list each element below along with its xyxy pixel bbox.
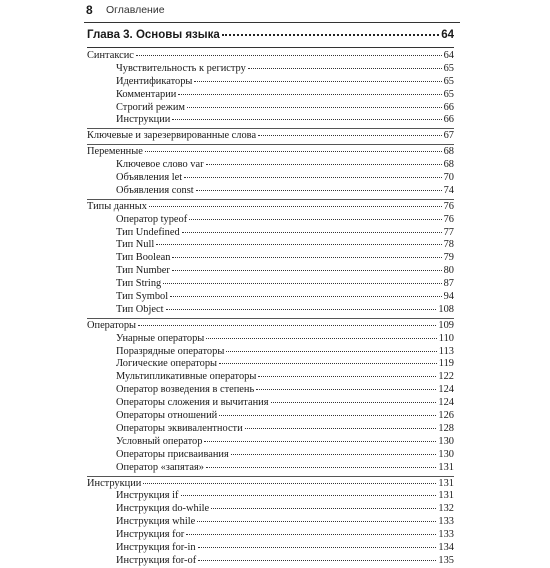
table-of-contents <box>87 29 454 568</box>
entry-page: 65 <box>443 88 454 100</box>
entry-title: Тип Symbol <box>116 291 169 303</box>
leader-dots <box>172 270 442 271</box>
toc-subsection <box>87 346 454 359</box>
entry-page: 67 <box>443 130 454 142</box>
leader-dots <box>206 164 442 165</box>
entry-title: Строгий режим <box>116 101 185 113</box>
entry-title: Тип String <box>116 278 162 290</box>
entry-page: 122 <box>438 371 454 383</box>
section-separator <box>87 199 454 200</box>
toc-section <box>87 320 454 333</box>
toc-subsection <box>87 278 454 291</box>
entry-title: Синтаксис <box>87 50 134 61</box>
chapter-heading <box>87 29 454 48</box>
entry-page: 80 <box>443 265 454 277</box>
leader-dots <box>143 483 436 484</box>
toc-subsection <box>87 333 454 346</box>
leader-dots <box>194 81 441 82</box>
entry-page: 74 <box>443 184 454 196</box>
entry-title: Инструкции <box>116 114 171 126</box>
entry-title: Операторы отношений <box>116 410 218 422</box>
entry-title: Идентификаторы <box>116 75 193 87</box>
running-title: Оглавление <box>106 4 165 16</box>
entry-page: 66 <box>443 101 454 113</box>
leader-dots <box>184 177 441 178</box>
leader-dots <box>136 55 442 56</box>
entry-page: 66 <box>443 114 454 126</box>
toc-subsection <box>87 436 454 449</box>
chapter-page: 64 <box>441 29 454 41</box>
leader-dots <box>172 119 441 120</box>
toc-subsection <box>87 371 454 384</box>
toc-subsection <box>87 227 454 240</box>
toc-subsection <box>87 462 454 475</box>
toc-section <box>87 146 454 159</box>
toc-subsection <box>87 555 454 568</box>
toc-subsection <box>87 291 454 304</box>
toc-section <box>87 130 454 143</box>
toc-section <box>87 201 454 214</box>
toc-subsection <box>87 358 454 371</box>
toc-subsection <box>87 185 454 198</box>
section-separator <box>87 144 454 145</box>
entry-page: 133 <box>438 529 454 541</box>
entry-page: 87 <box>443 278 454 290</box>
toc-subsection <box>87 397 454 410</box>
section-separator <box>87 476 454 477</box>
toc-subsection <box>87 542 454 555</box>
leader-dots <box>231 454 437 455</box>
entry-title: Инструкция while <box>116 516 196 528</box>
toc-subsection <box>87 423 454 436</box>
toc-subsection <box>87 63 454 76</box>
leader-dots <box>181 495 437 496</box>
toc-subsection <box>87 252 454 265</box>
entry-page: 79 <box>443 252 454 264</box>
entry-title: Оператор typeof <box>116 213 188 225</box>
entry-title: Поразрядные операторы <box>116 345 225 357</box>
entry-page: 76 <box>443 213 454 225</box>
entry-title: Инструкция for-in <box>116 541 196 553</box>
leader-dots <box>145 151 442 152</box>
toc-subsection <box>87 214 454 227</box>
entry-title: Тип Null <box>116 239 155 251</box>
entry-title: Операторы сложения и вычитания <box>116 397 269 409</box>
entry-title: Унарные операторы <box>116 332 205 344</box>
toc-subsection <box>87 265 454 278</box>
leader-dots <box>219 363 437 364</box>
entry-page: 135 <box>438 554 454 566</box>
entry-title: Условный оператор <box>116 435 203 447</box>
leader-dots <box>197 521 436 522</box>
toc-subsection <box>87 410 454 423</box>
entry-title: Объявления let <box>116 172 183 184</box>
entry-page: 124 <box>438 384 454 396</box>
toc-section <box>87 50 454 63</box>
leader-dots <box>271 402 437 403</box>
entry-title: Тип Number <box>116 265 170 277</box>
leader-dots <box>186 534 436 535</box>
entry-title: Оператор возведения в степень <box>116 384 255 396</box>
leader-dots <box>149 206 442 207</box>
entry-page: 124 <box>438 397 454 409</box>
leader-dots <box>166 309 437 310</box>
entry-title: Инструкции <box>87 477 142 489</box>
leader-dots <box>189 219 441 220</box>
entry-title: Тип Undefined <box>116 226 180 238</box>
entry-title: Инструкция for <box>116 529 185 541</box>
leader-dots <box>163 283 441 284</box>
leader-dots <box>196 190 442 191</box>
entry-page: 126 <box>438 410 454 422</box>
entry-page: 131 <box>438 477 454 489</box>
toc-section <box>87 478 454 491</box>
entry-title: Переменные <box>87 146 143 158</box>
leader-dots <box>258 376 436 377</box>
entry-page: 113 <box>438 345 454 357</box>
toc-subsection <box>87 159 454 172</box>
entry-page: 131 <box>438 461 454 473</box>
leader-dots <box>256 389 436 390</box>
section-separator <box>87 128 454 129</box>
entry-page: 65 <box>443 75 454 87</box>
entry-title: Типы данных <box>87 200 147 212</box>
toc-subsection <box>87 516 454 529</box>
entry-page: 130 <box>438 435 454 447</box>
entry-page: 68 <box>443 146 454 158</box>
entry-page: 130 <box>438 448 454 460</box>
entry-page: 128 <box>438 422 454 434</box>
toc-subsection <box>87 490 454 503</box>
leader-dots <box>178 94 441 95</box>
entry-title: Оператор «запятая» <box>116 461 204 473</box>
entry-page: 76 <box>443 200 454 212</box>
entry-title: Операторы присваивания <box>116 448 229 460</box>
leader-dots <box>187 107 442 108</box>
entry-page: 133 <box>438 516 454 528</box>
toc-subsection <box>87 102 454 115</box>
entry-page: 78 <box>443 239 454 251</box>
entry-title: Тип Object <box>116 303 164 315</box>
toc-subsection <box>87 449 454 462</box>
entry-title: Объявления const <box>116 184 194 196</box>
leader-dots <box>198 560 436 561</box>
leader-dots <box>170 296 441 297</box>
toc-subsection <box>87 76 454 89</box>
toc-subsection <box>87 503 454 516</box>
toc-subsection <box>87 89 454 102</box>
entry-page: 77 <box>443 226 454 238</box>
entry-title: Инструкция for-of <box>116 554 197 566</box>
entry-title: Мультипликативные операторы <box>116 371 257 383</box>
toc-subsection <box>87 239 454 252</box>
leader-dots <box>206 467 436 468</box>
entry-page: 70 <box>443 172 454 184</box>
leader-dots <box>182 232 442 233</box>
entry-page: 132 <box>438 503 454 515</box>
leader-dots <box>204 441 436 442</box>
leader-dots <box>219 415 436 416</box>
entry-title: Операторы эквивалентности <box>116 422 243 434</box>
leader-dots <box>156 244 441 245</box>
entry-title: Ключевое слово var <box>116 159 204 171</box>
entry-title: Комментарии <box>116 88 177 100</box>
entry-page: 108 <box>438 303 454 315</box>
entry-page: 64 <box>443 50 454 61</box>
leader-dots <box>245 428 437 429</box>
section-separator <box>87 318 454 319</box>
leader-dots <box>198 547 437 548</box>
entry-title: Операторы <box>87 319 136 331</box>
toc-subsection <box>87 304 454 317</box>
entry-title: Тип Boolean <box>116 252 171 264</box>
leader-dots <box>172 257 441 258</box>
entry-page: 109 <box>438 319 454 331</box>
entry-page: 65 <box>443 62 454 74</box>
entry-title: Чувствительность к регистру <box>116 62 246 74</box>
entry-title: Инструкция do-while <box>116 503 210 515</box>
toc-subsection <box>87 384 454 397</box>
toc-sections <box>87 50 454 568</box>
leader-dots <box>226 351 436 352</box>
leader-dots <box>211 508 436 509</box>
toc-subsection <box>87 114 454 127</box>
leader-dots <box>258 135 442 136</box>
leader-dots <box>222 34 439 36</box>
toc-subsection <box>87 172 454 185</box>
chapter-title: Глава 3. Основы языка <box>87 29 220 41</box>
page-number: 8 <box>86 3 93 17</box>
entry-title: Ключевые и зарезервированные слова <box>87 130 257 142</box>
leader-dots <box>248 68 442 69</box>
entry-page: 68 <box>443 159 454 171</box>
page-header <box>84 0 460 23</box>
toc-subsection <box>87 529 454 542</box>
leader-dots <box>206 338 437 339</box>
entry-page: 94 <box>443 291 454 303</box>
leader-dots <box>138 325 436 326</box>
entry-page: 134 <box>438 541 454 553</box>
entry-page: 131 <box>438 490 454 502</box>
entry-page: 119 <box>438 358 454 370</box>
entry-page: 110 <box>438 332 454 344</box>
entry-title: Инструкция if <box>116 490 179 502</box>
entry-title: Логические операторы <box>116 358 218 370</box>
